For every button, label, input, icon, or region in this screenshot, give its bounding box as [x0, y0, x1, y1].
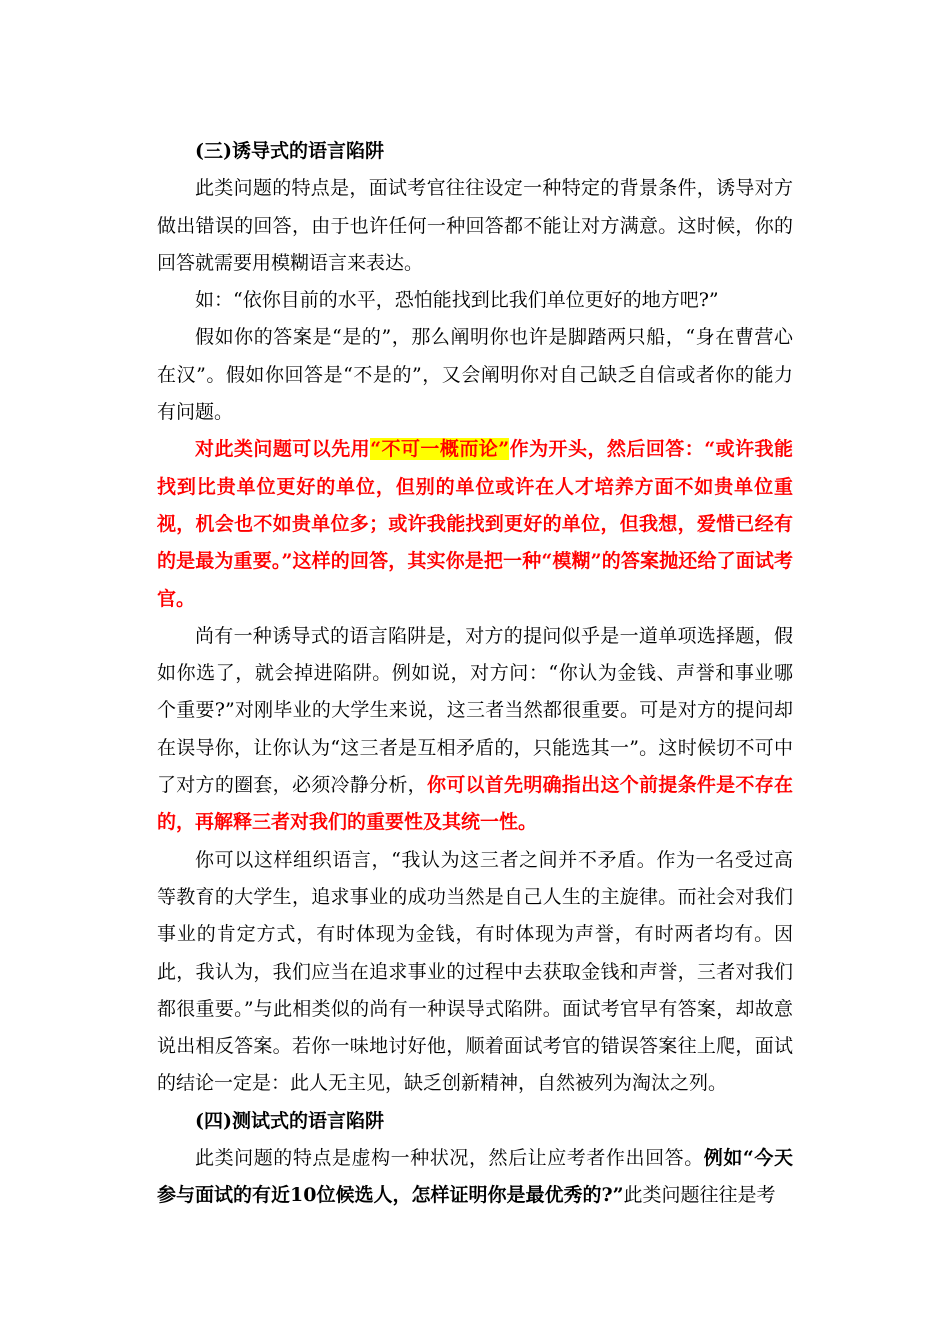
paragraph — [157, 1140, 793, 1215]
plain-text: 此类问题的特点是虚构一种状况，然后让应考者作出回答。 — [195, 1147, 704, 1170]
paragraph-red-emphasis — [157, 431, 793, 617]
paragraph: 你可以这样组织语言，“我认为这三者之间并不矛盾。作为一名受过高等教育的大学生，追求事业的成功当然是自己人生的主旋律。而社会对我们事业的肯定方式，有时体现为金钱，有时体现为声誉，有时两者均有。因此，我认为，我们应当在追求事业的过程中去获取金钱和声誉，三者对我们都很重要。”与此相类似的尚有一种误导式陷阱。面试考官早有答案，却故意说出相反答案。若你一味地讨好他，顺着面试考官的错误答案往上爬，面试的结论一定是：此人无主见，缺乏创新精神，自然被列为淘汰之列。 — [157, 848, 793, 1095]
section-heading-4: (四)测试式的语言陷阱 — [195, 1109, 384, 1132]
paragraph: 假如你的答案是“是的”，那么阐明你也许是脚踏两只船，“身在曹营心在汉”。假如你回答是“不是的”，又会阐明你对自己缺乏自信或者你的能力有问题。 — [157, 326, 793, 424]
red-text: 对此类问题可以先用 — [195, 438, 371, 461]
section-heading-3: (三)诱导式的语言陷阱 — [195, 140, 384, 162]
plain-text: 尚有一种诱导式的语言陷阱是，对方的提问似乎是一道单项选择题，假如你选了，就会掉进陷阱。例如说，对方问：“你认为金钱、声誉和事业哪个重要?”对刚毕业的大学生来说，这三者当然都很重要。可是对方的提问却在误导你，让你认为“这三者是互相矛盾的，只能选其一”。这时候切不可中了对方的圈套，必须冷静分析， — [157, 624, 793, 797]
paragraph: 此类问题的特点是，面试考官往往设定一种特定的背景条件，诱导对方做出错误的回答，由于也许任何一种回答都不能让对方满意。这时候，你的回答就需要用模糊语言来表达。 — [157, 177, 793, 274]
red-text: 你可以首先明确指出这个前提条件是不存在的，再解释三者对我们的重要性及其统一性。 — [157, 774, 793, 834]
red-text: 作为开头，然后回答：“或许我能找到比贵单位更好的单位，但别的单位或许在人才培养方面不如贵单位重视，机会也不如贵单位多；或许我能找到更好的单位，但我想，爱惜已经有的是最为重要。”这样的回答，其实你是把一种“模糊”的答案抛还给了面试考官。 — [157, 438, 793, 610]
document-page — [157, 133, 793, 1215]
bold-text: 例如“今天参与面试的有近10位候选人，怎样证明你是最优秀的?” — [157, 1147, 793, 1207]
paragraph-example-question: 如：“依你目前的水平，恐怕能找到比我们单位更好的地方吧?” — [195, 289, 719, 312]
plain-text: 此类问题往往是考 — [623, 1184, 776, 1207]
paragraph — [157, 618, 793, 842]
highlighted-phrase: “不可一概而论” — [370, 438, 510, 461]
